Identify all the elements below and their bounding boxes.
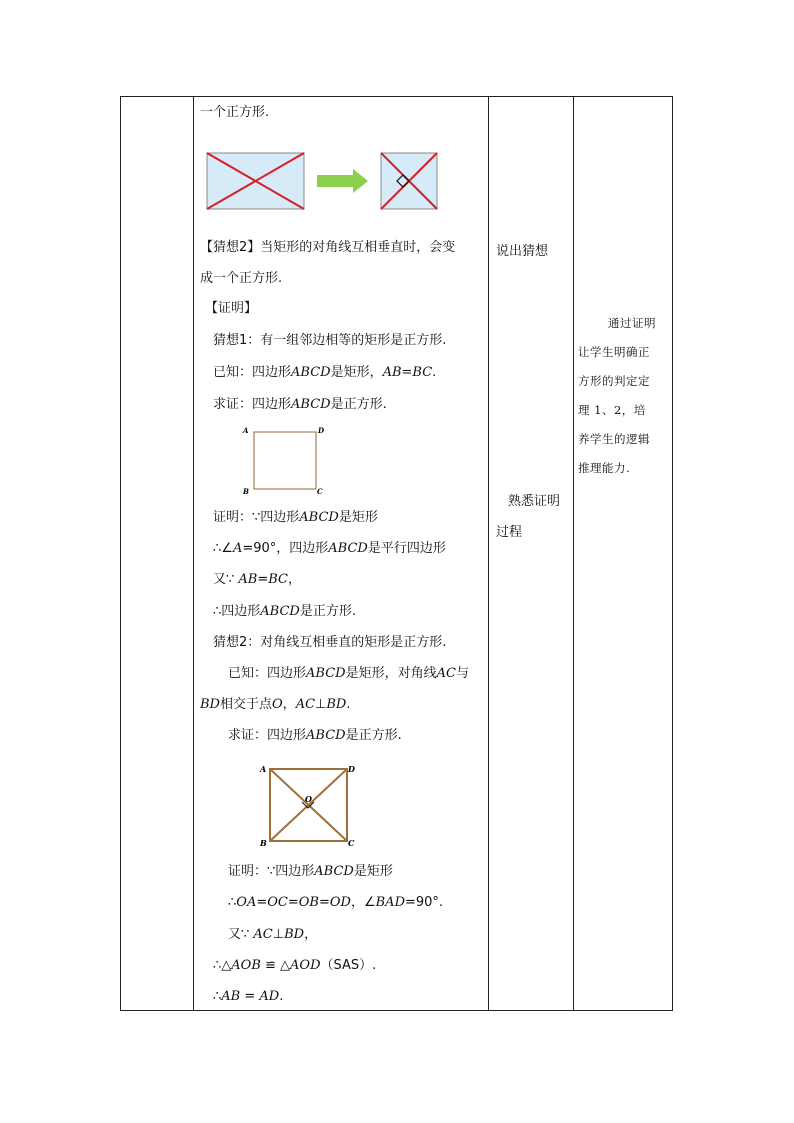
math-run: AB [221, 989, 241, 1004]
math-run: OA [236, 895, 257, 910]
conj2-given-line1 [228, 665, 469, 683]
text-run: ， [282, 697, 296, 712]
text-run: 是正方形. [345, 728, 402, 743]
student-activity-2a: 熟悉证明 [508, 494, 561, 509]
math-run: AC [253, 927, 273, 942]
math-run: AC [295, 697, 316, 712]
conjecture2-intro-line2: 成一个正方形. [200, 271, 283, 286]
student-activity-2b: 过程 [496, 525, 523, 540]
square-abcd-figure-2 [258, 760, 366, 850]
text-run: 已知：四边形 [213, 365, 292, 380]
text-run: = [318, 895, 330, 910]
text-run: 是正方形. [299, 604, 356, 619]
conj2-prove [228, 727, 402, 745]
text-run: 是矩形，对角线 [345, 666, 437, 681]
math-run: BAD [375, 895, 405, 910]
text-run: 是平行四边形 [367, 541, 446, 556]
text-run: ∴∠ [213, 541, 233, 556]
square-abcd-figure-1 [238, 422, 330, 498]
math-run: ABCD [299, 510, 339, 525]
text-run: ，∠ [350, 895, 376, 910]
math-run: ABCD [306, 666, 346, 681]
text-run: ∴△ [213, 958, 232, 973]
math-run: BD [326, 697, 347, 712]
text-run: =90°，四边形 [242, 541, 329, 556]
column-divider-1 [193, 97, 194, 1010]
vertex-label-d: D [318, 426, 325, 435]
conj2-proof-line-4 [213, 957, 376, 975]
conj2-proof-line-2 [228, 894, 443, 912]
math-run: BD [200, 697, 220, 712]
math-run: AD [259, 989, 280, 1004]
math-run: AOD [290, 958, 321, 973]
text-run: （SAS）. [320, 958, 377, 973]
math-run: BC [268, 572, 289, 587]
text-run: = [257, 572, 269, 587]
text-run: =90°. [405, 895, 444, 910]
text-run: = [287, 895, 299, 910]
conjecture2-intro-line1 [200, 239, 455, 257]
math-run: OC [267, 895, 288, 910]
text-run: ≌ △ [260, 958, 291, 973]
math-run: AC [436, 666, 456, 681]
intent-line: 让学生明确正 [578, 345, 650, 359]
text-run: . [279, 989, 284, 1004]
vertex-label-b: B [243, 487, 249, 496]
intro-line: 一个正方形. [200, 105, 270, 120]
conj1-proof-line-2 [213, 540, 446, 558]
math-run: OD [329, 895, 351, 910]
vertex-label-a: A [243, 426, 249, 435]
vertex-label-c: C [348, 838, 355, 848]
arrow-right-icon [317, 169, 368, 193]
math-run: ABCD [306, 728, 346, 743]
math-run: AB=BC [382, 365, 433, 380]
vertex-label-a: A [260, 764, 267, 774]
text-run: ⊥ [272, 927, 285, 942]
math-run: A [232, 541, 243, 556]
vertex-label-b: B [260, 838, 267, 848]
text-run: ⊥ [315, 697, 327, 712]
center-label-o: O [305, 794, 312, 804]
text-run: ∴ [228, 895, 237, 910]
text-run: 又∵ [213, 572, 239, 587]
conj1-proof-line-3 [213, 571, 301, 589]
intent-line: 养学生的逻辑 [578, 432, 650, 446]
column-divider-3 [573, 97, 574, 1010]
text-run: . [346, 697, 351, 712]
conj2-statement: 猜想2：对角线互相垂直的矩形是正方形. [213, 635, 447, 650]
text-run: 又∵ [228, 927, 254, 942]
math-run: ABCD [314, 864, 354, 879]
math-run: AB [238, 572, 258, 587]
conjecture2-text: 当矩形的对角线互相垂直时，会变 [260, 240, 456, 255]
text-run: 证明：∵四边形 [228, 864, 315, 879]
intent-line: 推理能力. [578, 461, 631, 475]
conj1-prove [213, 396, 387, 414]
conj1-proof-line-1 [213, 509, 378, 527]
text-run: 是矩形， [330, 365, 383, 380]
vertex-label-c: C [317, 487, 323, 496]
student-activity-1: 说出猜想 [496, 244, 549, 259]
text-run: = [240, 989, 260, 1004]
text-run: 已知：四边形 [228, 666, 307, 681]
conj1-given [213, 364, 436, 382]
math-run: ABCD [328, 541, 368, 556]
column-divider-2 [488, 97, 489, 1010]
math-run: BD [284, 927, 305, 942]
intent-line: 方形的判定定 [578, 374, 650, 388]
rectangle-to-square-figure [205, 151, 445, 213]
text-run: ， [288, 572, 302, 587]
conj1-statement: 猜想1：有一组邻边相等的矩形是正方形. [213, 333, 447, 348]
text-run: 是矩形 [338, 510, 378, 525]
text-run: . [432, 365, 437, 380]
math-run: ABCD [260, 604, 300, 619]
math-run: ABCD [291, 365, 331, 380]
math-run: OB [298, 895, 319, 910]
math-run: AOB [231, 958, 261, 973]
text-run: 证明：∵四边形 [213, 510, 300, 525]
text-run: 求证：四边形 [213, 397, 292, 412]
conj2-proof-line-5 [213, 988, 283, 1006]
text-run: ， [304, 927, 318, 942]
intent-line: 通过证明 [608, 316, 656, 330]
conj2-proof-line-1 [228, 863, 393, 881]
math-run: O [272, 697, 283, 712]
conjecture2-label: 【猜想2】 [200, 240, 261, 255]
intent-line: 理 1、2，培 [578, 403, 646, 417]
text-run: 是正方形. [330, 397, 387, 412]
math-run: ABCD [291, 397, 331, 412]
text-run: ∴ [213, 989, 222, 1004]
text-run: 是矩形 [353, 864, 393, 879]
text-run: 与 [455, 666, 469, 681]
proof-header: 【证明】 [205, 301, 258, 316]
design-intent [578, 309, 668, 483]
conj1-proof-line-4 [213, 603, 356, 621]
text-run: 相交于点 [219, 697, 272, 712]
conj2-given-line2 [200, 696, 350, 714]
text-run: 求证：四边形 [228, 728, 307, 743]
square-outline [254, 432, 316, 489]
conj2-proof-line-3 [228, 926, 317, 944]
text-run: ∴四边形 [213, 604, 261, 619]
vertex-label-d: D [348, 764, 355, 774]
text-run: = [256, 895, 268, 910]
